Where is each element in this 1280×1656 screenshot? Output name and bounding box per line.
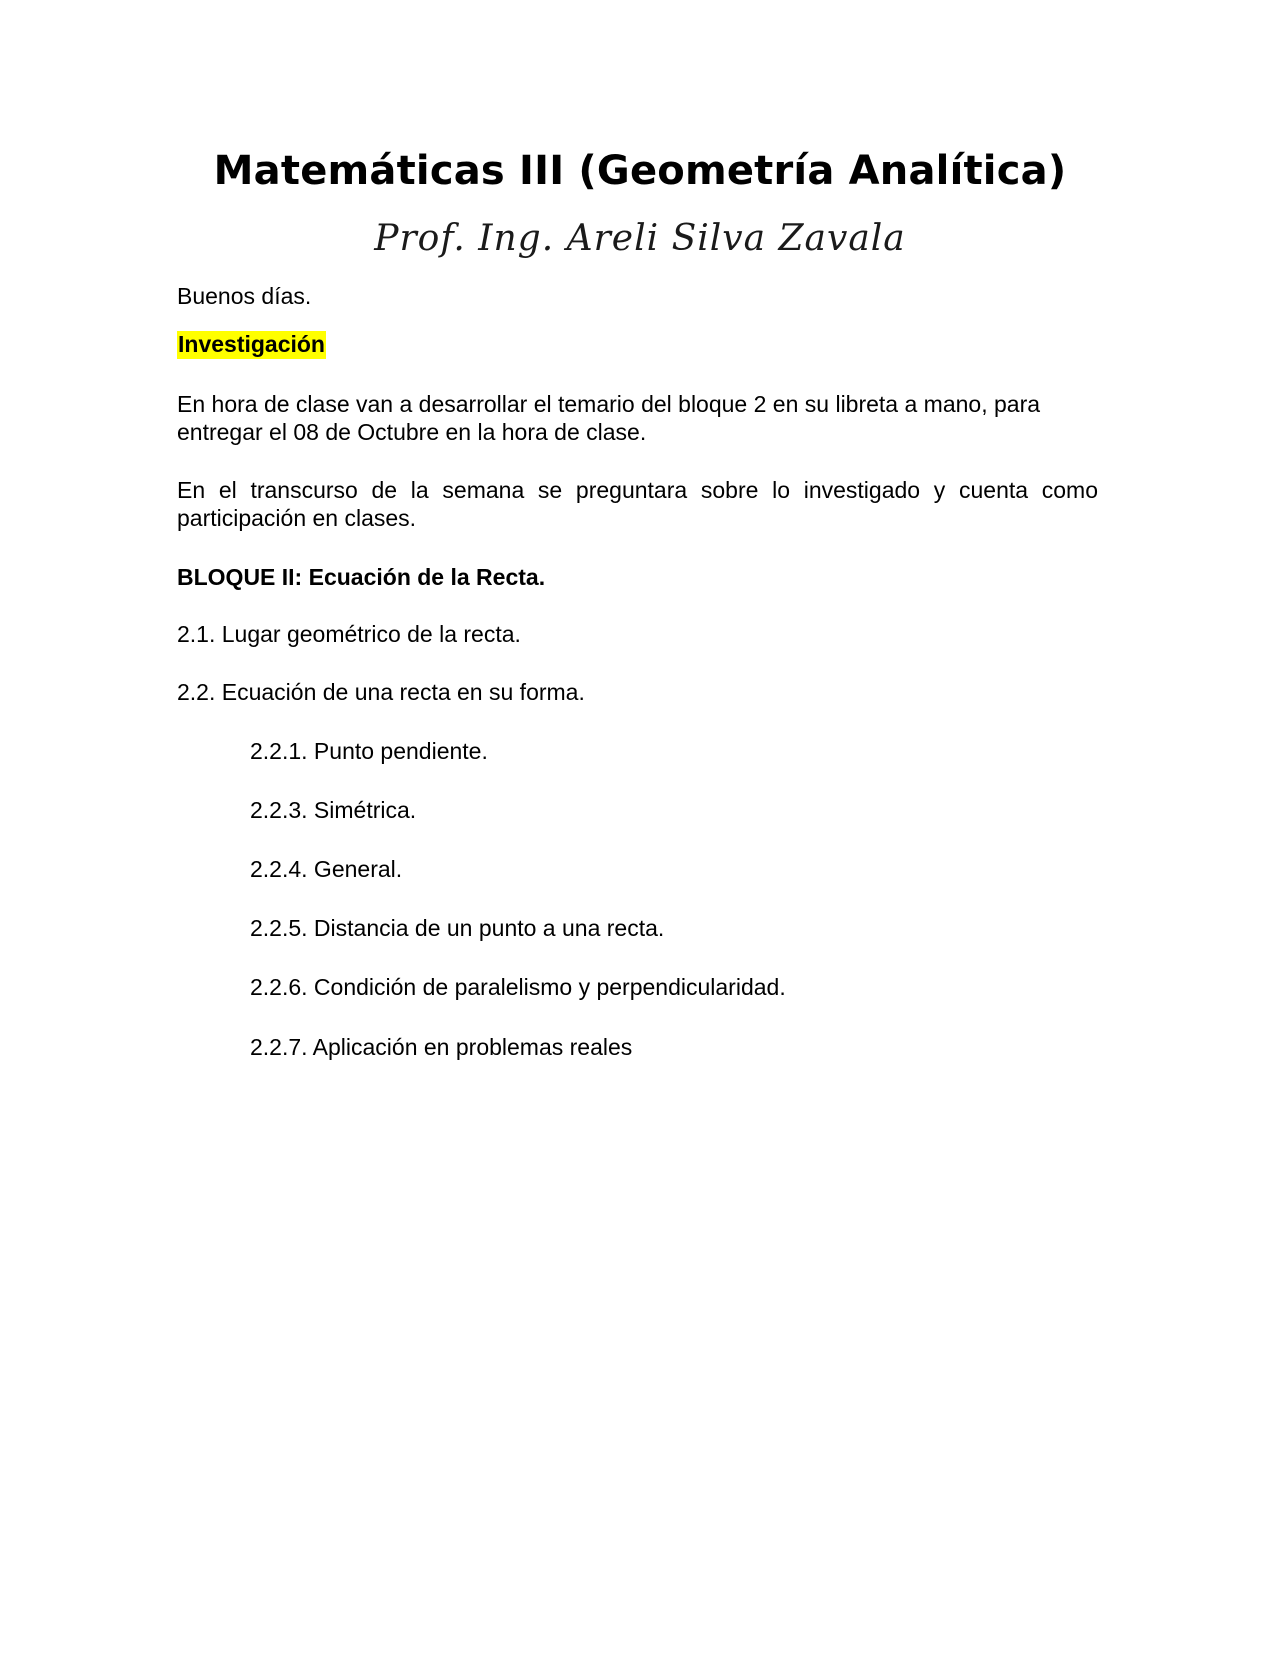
instruction-paragraph: En hora de clase van a desarrollar el temario del bloque 2 en su libreta a mano, para entregar el 08 de Octubre en la hora de clase. — [177, 391, 1041, 445]
topic-item: 2.2. Ecuación de una recta en su forma. — [177, 679, 585, 705]
block-heading: BLOQUE II: Ecuación de la Recta. — [177, 564, 546, 590]
section-heading — [177, 329, 326, 359]
subtopic-item: 2.2.6. Condición de paralelismo y perpendicularidad. — [250, 974, 786, 1000]
subtopic-item: 2.2.3. Simétrica. — [250, 797, 417, 823]
document-title: Matemáticas III (Geometría Analítica) — [213, 148, 1067, 194]
subtopic-item: 2.2.7. Aplicación en problemas reales — [250, 1034, 633, 1060]
author-name: Prof. Ing. Areli Silva Zavala — [374, 218, 906, 259]
subtopic-item: 2.2.4. General. — [250, 856, 403, 882]
subtopic-item: 2.2.1. Punto pendiente. — [250, 738, 488, 764]
topic-item: 2.1. Lugar geométrico de la recta. — [177, 621, 521, 647]
greeting-text: Buenos días. — [177, 283, 312, 309]
subtopic-item: 2.2.5. Distancia de un punto a una recta. — [250, 915, 665, 941]
highlighted-heading-text: Investigación — [178, 331, 325, 357]
participation-paragraph: En el transcurso de la semana se preguntara sobre lo investigado y cuenta como participación en clases. — [177, 477, 1098, 531]
